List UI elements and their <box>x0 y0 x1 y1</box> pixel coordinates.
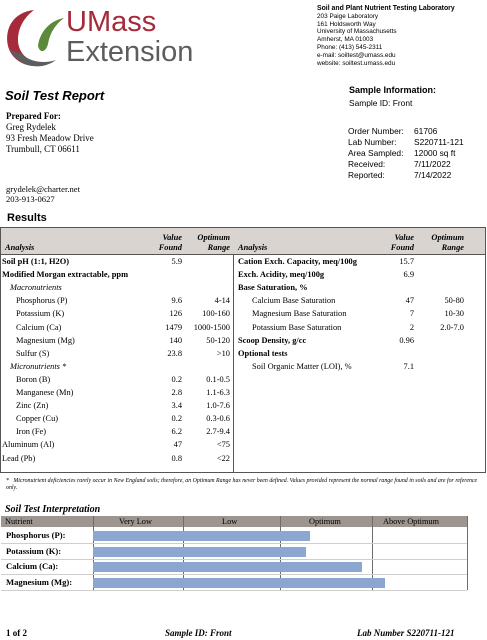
result-label: Macronutrients <box>10 283 62 293</box>
result-label: Zinc (Zn) <box>16 401 49 411</box>
interp-gridline <box>467 516 468 590</box>
lab-line: Amherst, MA 01003 <box>317 36 374 44</box>
result-label: Iron (Fe) <box>16 427 46 437</box>
micronutrient-footnote <box>6 478 481 493</box>
result-value: 5.9 <box>171 257 182 266</box>
result-range: 50-120 <box>206 335 230 345</box>
order-details <box>348 126 464 181</box>
result-value: 15.7 <box>399 257 414 266</box>
result-label: Micronutrients * <box>10 361 67 371</box>
interp-col-above-optimum: Above Optimum <box>383 517 439 526</box>
result-value: 3.4 <box>171 401 182 411</box>
interpretation-title: Soil Test Interpretation <box>5 504 101 515</box>
order-value: S220711-121 <box>414 137 464 147</box>
footnote-marker: * <box>6 478 9 484</box>
result-range: 1.1-6.3 <box>206 388 230 397</box>
interp-level-bar <box>93 578 385 588</box>
result-label: Magnesium Base Saturation <box>252 309 347 319</box>
prepared-for-heading: Prepared For: <box>6 111 61 121</box>
left-value-header2: Found <box>158 243 182 252</box>
right-optimum-header2: Range <box>441 243 464 252</box>
result-label: Scoop Density, g/cc <box>238 335 307 345</box>
interp-row-divider <box>1 590 467 591</box>
result-value: 0.2 <box>171 414 182 424</box>
interp-nutrient-label: Potassium (K): <box>6 545 62 556</box>
result-label: Calcium Base Saturation <box>252 296 336 306</box>
result-range: 50-80 <box>444 296 464 306</box>
result-label: Magnesium (Mg) <box>16 335 75 345</box>
lab-line: website: soiltest.umass.edu <box>317 59 396 67</box>
page-number: 1 of 2 <box>6 628 27 638</box>
left-optimum-header2: Range <box>207 243 230 252</box>
order-label: Order Number: <box>348 126 404 136</box>
interp-row-divider <box>1 543 467 544</box>
result-range: <22 <box>216 453 230 463</box>
left-value-header1: Value <box>162 233 182 242</box>
order-label: Lab Number: <box>348 137 397 147</box>
result-value: 126 <box>169 309 182 319</box>
footer-lab-number: Lab Number S220711-121 <box>357 628 455 638</box>
interpretation-header <box>1 516 467 527</box>
result-label: Aluminum (Al) <box>2 440 55 450</box>
customer-name: Greg Rydelek <box>6 122 56 132</box>
left-analysis-header: Analysis <box>5 243 35 252</box>
result-value: 0.8 <box>171 453 182 463</box>
result-value: 7 <box>409 309 414 319</box>
interp-col-low: Low <box>222 517 238 526</box>
contact-info <box>6 184 80 204</box>
lab-line: Phone: (413) 545-2311 <box>317 43 383 51</box>
lab-line: e-mail: soiltest@umass.edu <box>317 51 396 59</box>
order-value: 7/11/2022 <box>414 159 451 169</box>
results-title: Results <box>7 212 47 224</box>
result-range: 100-160 <box>202 309 230 319</box>
order-row <box>348 126 464 137</box>
prepared-for <box>6 111 94 155</box>
result-range: <75 <box>216 440 230 450</box>
footnote-text: Micronutrient deficiencies rarely occur in New England soils; therefore, an Optimum Range has never been defined. Values provided represent the normal range found in soils and are for reference only. <box>6 478 478 492</box>
result-label: Modified Morgan extractable, ppm <box>2 270 129 280</box>
interp-nutrient-label: Calcium (Ca): <box>6 561 59 571</box>
report-title: Soil Test Report <box>5 88 105 103</box>
order-label: Area Sampled: <box>348 148 404 158</box>
order-label: Received: <box>348 159 386 169</box>
order-value: 61706 <box>414 126 438 136</box>
result-value: 0.2 <box>171 374 182 384</box>
order-value: 12000 sq ft <box>414 148 456 158</box>
interp-level-bar <box>93 531 310 541</box>
customer-address2: Trumbull, CT 06611 <box>6 144 80 154</box>
result-label: Potassium Base Saturation <box>252 322 342 332</box>
sample-info-heading: Sample Information: <box>349 85 437 95</box>
result-range: 1000-1500 <box>193 322 230 332</box>
result-label: Phosphorus (P) <box>16 296 68 306</box>
result-label: Soil Organic Matter (LOI), % <box>252 361 352 371</box>
result-label: Potassium (K) <box>16 309 65 319</box>
result-range: 0.1-0.5 <box>206 374 230 384</box>
lab-info <box>317 5 455 67</box>
order-row <box>348 170 464 181</box>
result-label: Base Saturation, % <box>238 283 308 293</box>
result-range: >10 <box>216 348 230 358</box>
lab-line: University of Massachusetts <box>317 28 397 36</box>
results-column-divider <box>233 254 234 472</box>
result-label: Boron (B) <box>16 374 51 384</box>
right-analysis-header: Analysis <box>238 243 268 252</box>
right-optimum-header1: Optimum <box>431 233 464 242</box>
result-label: Optional tests <box>238 348 288 358</box>
footer-sample-id: Sample ID: Front <box>165 628 232 638</box>
umass-extension-logo <box>4 6 194 72</box>
result-value: 47 <box>405 296 414 306</box>
left-optimum-header1: Optimum <box>197 233 230 242</box>
result-label: Exch. Acidity, meq/100g <box>238 270 325 280</box>
result-value: 47 <box>173 440 182 450</box>
result-value: 2.8 <box>171 388 182 397</box>
interp-row-divider <box>1 574 467 575</box>
right-value-header2: Found <box>390 243 414 252</box>
result-label: Sulfur (S) <box>16 348 50 358</box>
result-range: 0.3-0.6 <box>206 414 230 424</box>
order-label: Reported: <box>348 170 385 180</box>
result-label: Copper (Cu) <box>16 414 59 424</box>
order-row <box>348 159 464 170</box>
interp-nutrient-label: Magnesium (Mg): <box>6 576 73 587</box>
lab-name: Soil and Plant Nutrient Testing Laboratory <box>317 5 455 12</box>
result-label: Soil pH (1:1, H2O) <box>2 257 70 266</box>
interp-level-bar <box>93 547 306 557</box>
interp-level-bar <box>93 562 362 572</box>
result-range: 10-30 <box>444 309 464 319</box>
lab-line: 161 Holdsworth Way <box>317 20 376 28</box>
customer-address1: 93 Fresh Meadow Drive <box>6 133 94 143</box>
order-value: 7/14/2022 <box>414 170 452 180</box>
result-label: Calcium (Ca) <box>16 322 62 332</box>
result-label: Manganese (Mn) <box>16 388 74 397</box>
interp-row-divider <box>1 559 467 560</box>
right-value-header1: Value <box>394 233 414 242</box>
result-value: 2 <box>409 322 414 332</box>
result-label: Lead (Pb) <box>2 453 36 463</box>
result-value: 140 <box>169 335 182 345</box>
order-row <box>348 137 464 148</box>
result-value: 6.9 <box>403 270 414 280</box>
customer-email: grydelek@charter.net <box>6 184 81 194</box>
customer-phone: 203-913-0627 <box>6 194 55 204</box>
logo-extension-text: Extension <box>66 36 194 68</box>
interp-col-very-low: Very Low <box>119 517 152 526</box>
result-range: 1.0-7.6 <box>206 401 230 411</box>
result-value: 0.96 <box>399 335 414 345</box>
sample-id: Sample ID: Front <box>349 98 413 108</box>
logo-umass-text: UMass <box>66 6 157 38</box>
result-value: 23.8 <box>167 348 182 358</box>
result-range: 2.0-7.0 <box>440 322 464 332</box>
result-value: 6.2 <box>171 427 182 437</box>
result-value: 1479 <box>165 322 182 332</box>
order-row <box>348 148 464 159</box>
result-label: Cation Exch. Capacity, meq/100g <box>238 257 357 266</box>
result-value: 9.6 <box>171 296 182 306</box>
result-range: 4-14 <box>214 296 230 306</box>
results-header-rule <box>0 254 486 255</box>
interp-col-optimum: Optimum <box>309 517 341 526</box>
interp-col-nutrient: Nutrient <box>5 517 33 526</box>
result-range: 2.7-9.4 <box>206 427 230 437</box>
result-value: 7.1 <box>403 361 414 371</box>
lab-line: 203 Paige Laboratory <box>317 12 379 20</box>
interp-nutrient-label: Phosphorus (P): <box>6 530 66 540</box>
